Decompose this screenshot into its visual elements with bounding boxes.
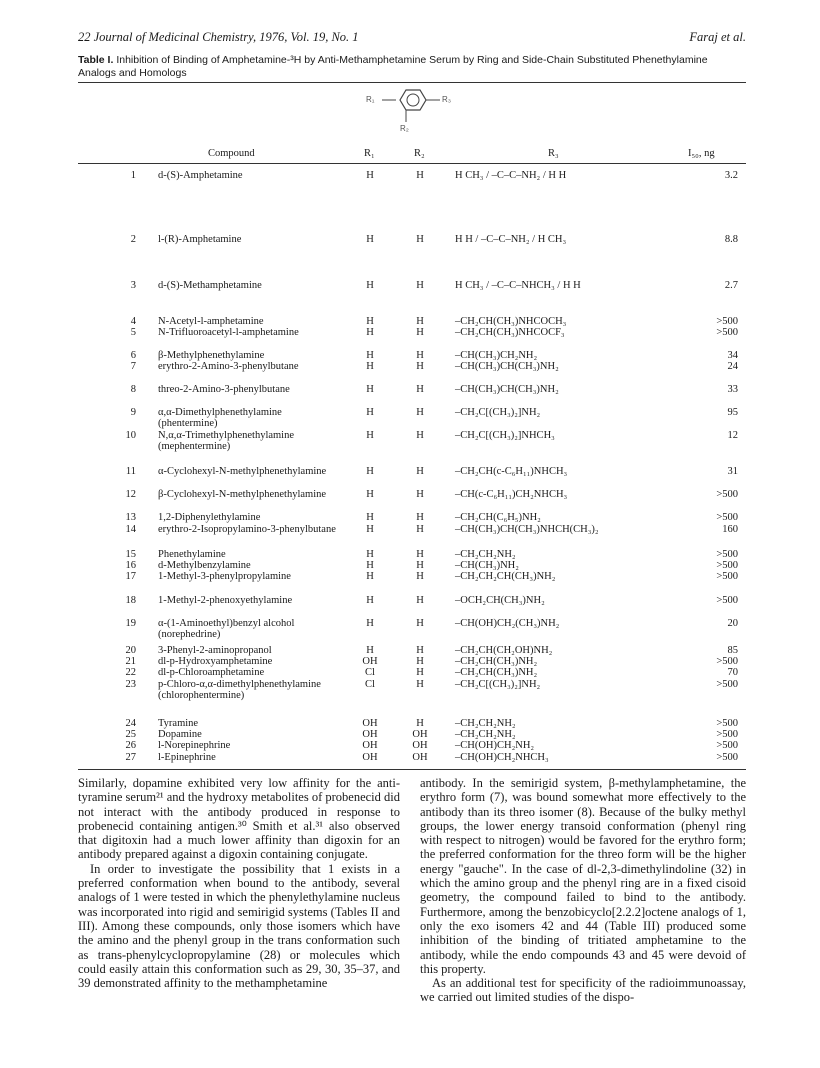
compound-number: 12	[125, 489, 136, 500]
compound-name: 1-Methyl-2-phenoxyethylamine	[158, 595, 293, 606]
compound-number: 25	[125, 729, 136, 740]
r1-value: H	[366, 350, 374, 361]
compound-name: l-Epinephrine	[158, 752, 216, 763]
r1-value: H	[366, 280, 374, 291]
i50-value: 20	[727, 618, 738, 629]
r3-value: –CH(OH)CH₂NH₂	[455, 740, 535, 751]
r2-value: H	[416, 350, 424, 361]
r1-value: OH	[362, 740, 378, 751]
r2-value: H	[416, 718, 424, 729]
i50-value: >500	[716, 729, 738, 740]
col-r2: R₂	[414, 148, 425, 159]
compound-name: dl-p-Chloroamphetamine	[158, 667, 265, 678]
paragraph: As an additional test for specificity of the radioimmunoassay, we carried out limited studies of the dispo-	[420, 976, 746, 1005]
col-compound: Compound	[208, 148, 255, 159]
journal-citation: 22 Journal of Medicinal Chemistry, 1976, Vol. 19, No. 1	[78, 30, 359, 44]
r1-value: OH	[362, 729, 378, 740]
i50-value: 3.2	[724, 170, 738, 181]
compound-number: 18	[125, 595, 136, 606]
compound-number: 9	[130, 407, 136, 418]
r2-value: H	[416, 524, 424, 535]
r3-value: –CH(OH)CH₂(CH₃)NH₂	[455, 618, 560, 629]
r3-value: –CH₂CH₂NH₂	[455, 729, 516, 740]
compound-name: l-(R)-Amphetamine	[158, 234, 242, 245]
compound-name: erythro-2-Isopropylamino-3-phenylbutane	[158, 524, 336, 535]
r2-value: H	[416, 327, 424, 338]
table-top-rule	[78, 82, 746, 83]
r3-value: H CH₃ / –C–C–NHCH₃ / H H	[455, 280, 581, 291]
i50-value: >500	[716, 327, 738, 338]
r3-value: –CH₂CH(C₆H₅)NH₂	[455, 512, 541, 523]
r3-value: –CH₂CH(CH₃)NHCOCH₃	[455, 316, 567, 327]
i50-value: >500	[716, 752, 738, 763]
compound-number: 3	[130, 280, 136, 291]
compound-name: threo-2-Amino-3-phenylbutane	[158, 384, 290, 395]
compound-name: 3-Phenyl-2-aminopropanol	[158, 645, 272, 656]
compound-number: 1	[130, 170, 136, 181]
r3-value: –CH₂C[(CH₃)₂]NHCH₃	[455, 430, 555, 441]
compound-number: 5	[130, 327, 136, 338]
r2-value: H	[416, 560, 424, 571]
r3-value: –CH₂CH(c-C₆H₁₁)NHCH₃	[455, 466, 568, 477]
r1-value: H	[366, 466, 374, 477]
running-header	[78, 30, 746, 48]
i50-value: 31	[727, 466, 738, 477]
compound-name: β-Methylphenethylamine	[158, 350, 265, 361]
r2-value: H	[416, 595, 424, 606]
r2-value: H	[416, 407, 424, 418]
compound-name: d-(S)-Amphetamine	[158, 170, 243, 181]
compound-name: N-Trifluoroacetyl-l-amphetamine	[158, 327, 299, 338]
table-caption	[78, 54, 746, 79]
compound-number: 27	[125, 752, 136, 763]
compound-name: d-(S)-Methamphetamine	[158, 280, 262, 291]
i50-value: >500	[716, 560, 738, 571]
paragraph: antibody. In the semirigid system, β-methylamphetamine, the erythro form (7), was bound somewhat more effectively to the antibody than its threo isomer (8). Because of the bulky methyl groups, the lower energy transoid conformation (phenyl ring with respect to nitrogen) would be favored for the erythro form; the preferred conformation for the threo form will be the higher energy "gauche". In the case of dl-2,3-dimethylindoline (32) in which the amino group and the phenyl ring are in a fixed cisoid geometry, the compound failed to bind to the antibody. Furthermore, among the benzobicyclo[2.2.2]octene analogs of 1, only the exo isomers 42 and 44 (Table III) produced some inhibition of the binding of tritiated amphetamine to the antibody, while the endo compounds 43 and 45 were devoid of this property.	[420, 776, 746, 976]
compound-number: 20	[125, 645, 136, 656]
r2-value: H	[416, 512, 424, 523]
authors: Faraj et al.	[689, 30, 746, 44]
compound-name: dl-p-Hydroxyamphetamine	[158, 656, 273, 667]
compound-number: 17	[125, 571, 136, 582]
i50-value: 2.7	[724, 280, 738, 291]
compound-number: 23	[125, 679, 136, 690]
r3-value: –CH(CH₃)CH(CH₃)NH₂	[455, 384, 559, 395]
r3-value: –OCH₂CH(CH₃)NH₂	[455, 595, 545, 606]
compound-name: α,α-Dimethylphenethylamine (phentermine)	[158, 407, 282, 429]
r3-value: –CH₂CH₂CH(CH₃)NH₂	[455, 571, 556, 582]
r1-value: OH	[362, 718, 378, 729]
r2-value: H	[416, 571, 424, 582]
benzene-ring-icon	[360, 86, 500, 146]
r3-value: H CH₃ / –C–C–NH₂ / H H	[455, 170, 567, 181]
paragraph: Similarly, dopamine exhibited very low affinity for the anti-tyramine serum²¹ and the hydroxy metabolites of probenecid did not interact with the antibody produced in response to probenecid containing antigen.³⁰ Smith et al.³¹ also observed that digitoxin had a much lower affinity than digoxin for an antibody prepared against a digoxin containing conjugate.	[78, 776, 400, 862]
r1-value: H	[366, 234, 374, 245]
r3-value: –CH₂C[(CH₃)₂]NH₂	[455, 407, 541, 418]
col-r1: R₁	[364, 148, 375, 159]
r2-value: H	[416, 280, 424, 291]
r2-value: H	[416, 430, 424, 441]
r2-value: H	[416, 384, 424, 395]
compound-number: 26	[125, 740, 136, 751]
r1-value: H	[366, 407, 374, 418]
phenethylamine-structure	[360, 86, 500, 146]
r2-value: H	[416, 679, 424, 690]
table-label: Table I.	[78, 54, 114, 66]
table-title: Inhibition of Binding of Amphetamine-³H by Anti-Methamphetamine Serum by Ring and Side-Chain Substituted Phenethylamine Analogs and Homologs	[78, 54, 708, 79]
compound-number: 4	[130, 316, 136, 327]
r1-value: H	[366, 430, 374, 441]
r2-label: R₂	[400, 124, 409, 133]
r2-value: H	[416, 361, 424, 372]
i50-value: >500	[716, 512, 738, 523]
compound-name: α-Cyclohexyl-N-methylphenethylamine	[158, 466, 327, 477]
r2-value: H	[416, 234, 424, 245]
r1-value: H	[366, 489, 374, 500]
compound-number: 10	[125, 430, 136, 441]
r3-value: –CH(CH₃)CH(CH₃)NH₂	[455, 361, 559, 372]
r1-value: OH	[362, 656, 378, 667]
r3-value: –CH₂CH₂NH₂	[455, 718, 516, 729]
r1-value: H	[366, 170, 374, 181]
compound-name: 1-Methyl-3-phenylpropylamine	[158, 571, 291, 582]
r1-value: Cl	[365, 679, 375, 690]
r2-value: H	[416, 667, 424, 678]
i50-value: >500	[716, 316, 738, 327]
compound-number: 2	[130, 234, 136, 245]
compound-number: 7	[130, 361, 136, 372]
r1-value: H	[366, 384, 374, 395]
i50-value: >500	[716, 718, 738, 729]
r1-value: H	[366, 595, 374, 606]
r3-value: –CH₂CH(CH₃)NH₂	[455, 667, 538, 678]
i50-value: 34	[727, 350, 738, 361]
r2-value: H	[416, 656, 424, 667]
r1-value: H	[366, 618, 374, 629]
i50-value: >500	[716, 679, 738, 690]
r1-value: H	[366, 560, 374, 571]
r2-value: H	[416, 645, 424, 656]
compound-name: erythro-2-Amino-3-phenylbutane	[158, 361, 299, 372]
r3-value: –CH(c-C₆H₁₁)CH₂NHCH₃	[455, 489, 568, 500]
r1-value: H	[366, 512, 374, 523]
i50-value: 85	[727, 645, 738, 656]
r3-value: –CH₂CH(CH₃)NH₂	[455, 656, 538, 667]
compound-name: Phenethylamine	[158, 549, 226, 560]
i50-value: 12	[727, 430, 738, 441]
compound-number: 13	[125, 512, 136, 523]
i50-value: >500	[716, 571, 738, 582]
compound-name: α-(1-Aminoethyl)benzyl alcohol (norephedrine)	[158, 618, 295, 640]
i50-value: 33	[727, 384, 738, 395]
compound-number: 19	[125, 618, 136, 629]
r1-value: H	[366, 327, 374, 338]
r3-value: –CH(CH₃)CH₂NH₂	[455, 350, 538, 361]
body-column-left	[78, 776, 400, 990]
table-header-rule	[78, 163, 746, 164]
body-column-right	[420, 776, 746, 1005]
table-bottom-rule	[78, 769, 746, 770]
i50-value: 70	[727, 667, 738, 678]
compound-name: d-Methylbenzylamine	[158, 560, 251, 571]
r1-value: OH	[362, 752, 378, 763]
r2-value: OH	[412, 740, 428, 751]
r3-value: –CH₂C[(CH₃)₂]NH₂	[455, 679, 541, 690]
r1-value: H	[366, 361, 374, 372]
r3-label: R₃	[442, 95, 452, 104]
r2-value: OH	[412, 752, 428, 763]
r2-value: H	[416, 489, 424, 500]
r3-value: –CH₂CH₂NH₂	[455, 549, 516, 560]
compound-name: Dopamine	[158, 729, 202, 740]
i50-value: >500	[716, 595, 738, 606]
i50-value: 24	[727, 361, 738, 372]
r3-value: –CH₂CH(CH₃)NHCOCF₃	[455, 327, 565, 338]
i50-value: >500	[716, 549, 738, 560]
compound-name: N-Acetyl-l-amphetamine	[158, 316, 264, 327]
i50-value: >500	[716, 489, 738, 500]
r3-value: H H / –C–C–NH₂ / H CH₃	[455, 234, 567, 245]
i50-value: 95	[727, 407, 738, 418]
col-i50: I₅₀, ng	[688, 148, 715, 159]
r3-value: –CH₂CH(CH₂OH)NH₂	[455, 645, 553, 656]
compound-number: 21	[125, 656, 136, 667]
r3-value: –CH(CH₃)CH(CH₃)NHCH(CH₃)₂	[455, 524, 599, 535]
compound-name: l-Norepinephrine	[158, 740, 231, 751]
r3-value: –CH(CH₃)NH₂	[455, 560, 519, 571]
compound-name: Tyramine	[158, 718, 199, 729]
paragraph: In order to investigate the possibility that 1 exists in a preferred conformation when bound to the antibody, several analogs of 1 were tested in which the phenylethylamine nucleus was incorporated into rigid and semirigid systems (Tables II and III). Among these compounds, only those isomers which have the amino and the phenyl group in the trans conformation such as trans-phenylcyclopropylamine (28) or molecules which could easily attain this conformation such as 29, 30, 35–37, and 39 demonstrated affinity to the methamphetamine	[78, 861, 400, 991]
compound-name: p-Chloro-α,α-dimethylphenethylamine (chlorophentermine)	[158, 679, 321, 701]
compound-number: 6	[130, 350, 136, 361]
compound-number: 16	[125, 560, 136, 571]
r1-value: H	[366, 549, 374, 560]
compound-name: N,α,α-Trimethylphenethylamine (mephentermine)	[158, 430, 295, 452]
r1-value: H	[366, 645, 374, 656]
r2-value: H	[416, 466, 424, 477]
compound-number: 14	[125, 524, 136, 535]
r1-label: R₁	[366, 95, 375, 104]
r2-value: H	[416, 618, 424, 629]
r2-value: H	[416, 170, 424, 181]
r1-value: H	[366, 524, 374, 535]
r3-value: –CH(OH)CH₂NHCH₃	[455, 752, 549, 763]
compound-number: 11	[125, 466, 136, 477]
table-header	[78, 148, 746, 162]
r1-value: H	[366, 316, 374, 327]
compound-number: 24	[125, 718, 136, 729]
i50-value: >500	[716, 656, 738, 667]
compound-name: 1,2-Diphenylethylamine	[158, 512, 261, 523]
r2-value: OH	[412, 729, 428, 740]
col-r3: R₃	[548, 148, 559, 159]
r2-value: H	[416, 316, 424, 327]
r1-value: Cl	[365, 667, 375, 678]
compound-number: 8	[130, 384, 136, 395]
i50-value: >500	[716, 740, 738, 751]
compound-number: 15	[125, 549, 136, 560]
i50-value: 8.8	[724, 234, 738, 245]
r1-value: H	[366, 571, 374, 582]
compound-name: β-Cyclohexyl-N-methylphenethylamine	[158, 489, 327, 500]
compound-number: 22	[125, 667, 136, 678]
r2-value: H	[416, 549, 424, 560]
i50-value: 160	[722, 524, 738, 535]
